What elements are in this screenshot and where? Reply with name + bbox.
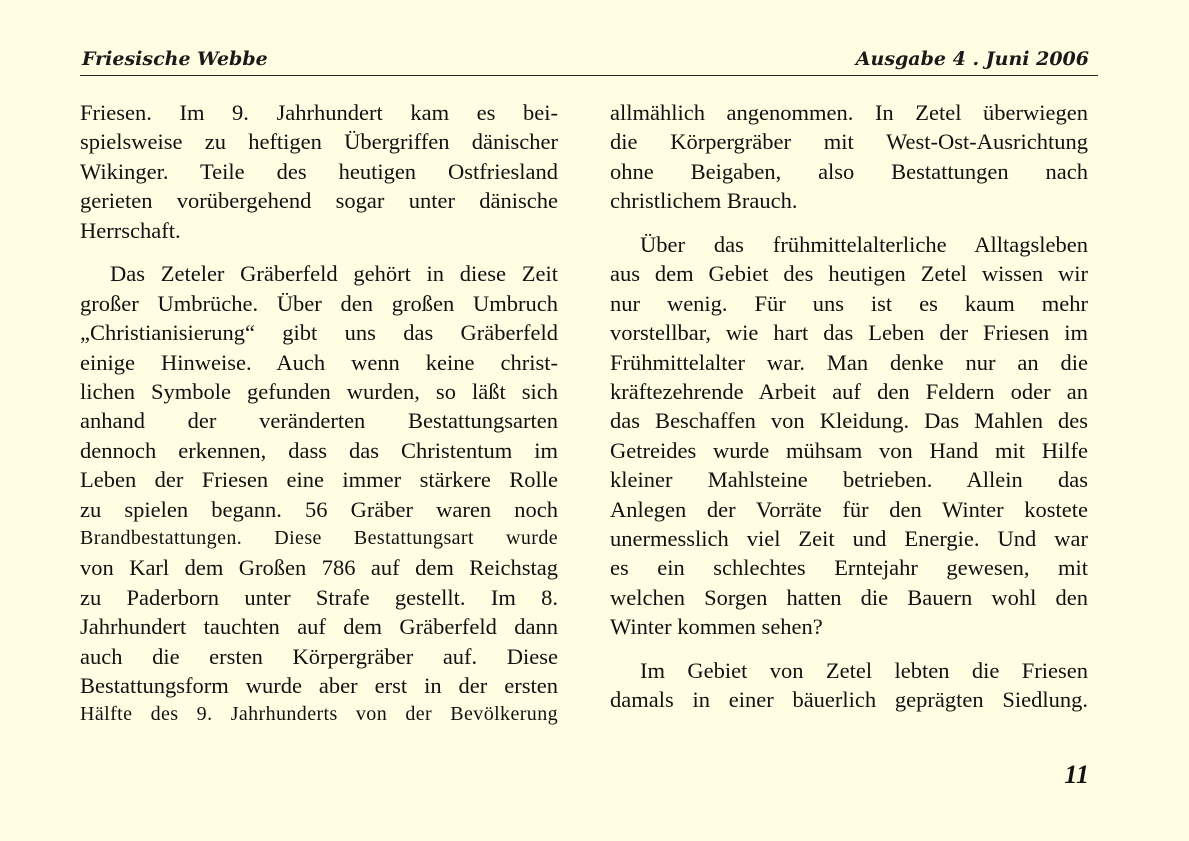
text-line: Herrschaft.: [80, 217, 181, 243]
text-line: Anlegen der Vorräte für den Winter kostete: [610, 496, 1088, 522]
text-line: anhand der veränderten Bestattungsarten: [80, 408, 558, 434]
text-column-right: [610, 98, 1088, 715]
text-line: zu spielen begann. 56 Gräber waren noch: [80, 496, 558, 522]
text-line: ohne Beigaben, also Bestattungen nach: [610, 158, 1088, 184]
text-line: damals in einer bäuerlich geprägten Siedlung.: [610, 687, 1088, 713]
text-line: dennoch erkennen, dass das Christentum im: [80, 437, 558, 463]
issue-date: Ausgabe 4 . Juni 2006: [855, 48, 1089, 70]
text-column-left: [80, 98, 558, 730]
text-line: die Körpergräber mit West-Ost-Ausrichtung: [610, 129, 1088, 155]
text-line: Im Gebiet von Zetel lebten die Friesen: [640, 658, 1088, 684]
text-line: Leben der Friesen eine immer stärkere Rolle: [80, 467, 558, 493]
text-line: Friesen. Im 9. Jahrhundert kam es bei-: [80, 100, 558, 125]
text-line: Winter kommen sehen?: [610, 614, 823, 640]
header-rule: [80, 75, 1098, 76]
text-line: Das Zeteler Gräberfeld gehört in diese Zeit: [110, 261, 558, 287]
text-line: Jahrhundert tauchten auf dem Gräberfeld dann: [80, 614, 558, 640]
text-line: welchen Sorgen hatten die Bauern wohl den: [610, 584, 1088, 610]
text-line: einige Hinweise. Auch wenn keine christ-: [80, 349, 558, 375]
text-line: großer Umbrüche. Über den großen Umbruch: [80, 290, 558, 316]
text-line: Getreides wurde mühsam von Hand mit Hilfe: [610, 437, 1088, 463]
text-line: kleiner Mahlsteine betrieben. Allein das: [610, 467, 1088, 493]
text-line: „Christianisierung“ gibt uns das Gräberfeld: [80, 320, 558, 346]
paragraph-gap: [610, 216, 1088, 231]
text-line: Bestattungsform wurde aber erst in der ersten: [80, 672, 558, 698]
text-line: von Karl dem Großen 786 auf dem Reichstag: [80, 555, 558, 581]
text-line: zu Paderborn unter Strafe gestellt. Im 8.: [80, 584, 558, 610]
text-line: lichen Symbole gefunden wurden, so läßt sich: [80, 379, 558, 405]
paragraph-gap: [610, 642, 1088, 657]
text-line: das Beschaffen von Kleidung. Das Mahlen des: [610, 408, 1088, 434]
text-line: unermesslich viel Zeit und Energie. Und war: [610, 525, 1088, 551]
page-number: 11: [1064, 760, 1089, 789]
text-line: allmählich angenommen. In Zetel überwiegen: [610, 100, 1088, 125]
text-line: Wikinger. Teile des heutigen Ostfriesland: [80, 158, 558, 184]
text-line: kräftezehrende Arbeit auf den Feldern oder an: [610, 379, 1088, 405]
publication-title: Friesische Webbe: [82, 48, 268, 70]
text-line: nur wenig. Für uns ist es kaum mehr: [610, 290, 1088, 316]
text-line: vorstellbar, wie hart das Leben der Friesen im: [610, 320, 1088, 346]
text-line: christlichem Brauch.: [610, 188, 798, 214]
text-line: Brandbestattungen. Diese Bestattungsart wurde: [80, 526, 558, 549]
text-line: spielsweise zu heftigen Übergriffen dänischer: [80, 129, 558, 155]
text-line: Hälfte des 9. Jahrhunderts von der Bevölkerung: [80, 703, 558, 726]
text-line: Frühmittelalter war. Man denke nur an die: [610, 349, 1088, 375]
text-line: es ein schlechtes Erntejahr gewesen, mit: [610, 555, 1088, 581]
text-line: Über das frühmittelalterliche Alltagsleben: [640, 232, 1088, 258]
text-line: aus dem Gebiet des heutigen Zetel wissen wir: [610, 261, 1088, 287]
text-line: gerieten vorübergehend sogar unter dänische: [80, 188, 558, 214]
text-line: auch die ersten Körpergräber auf. Diese: [80, 643, 558, 669]
paragraph-gap: [80, 245, 558, 260]
